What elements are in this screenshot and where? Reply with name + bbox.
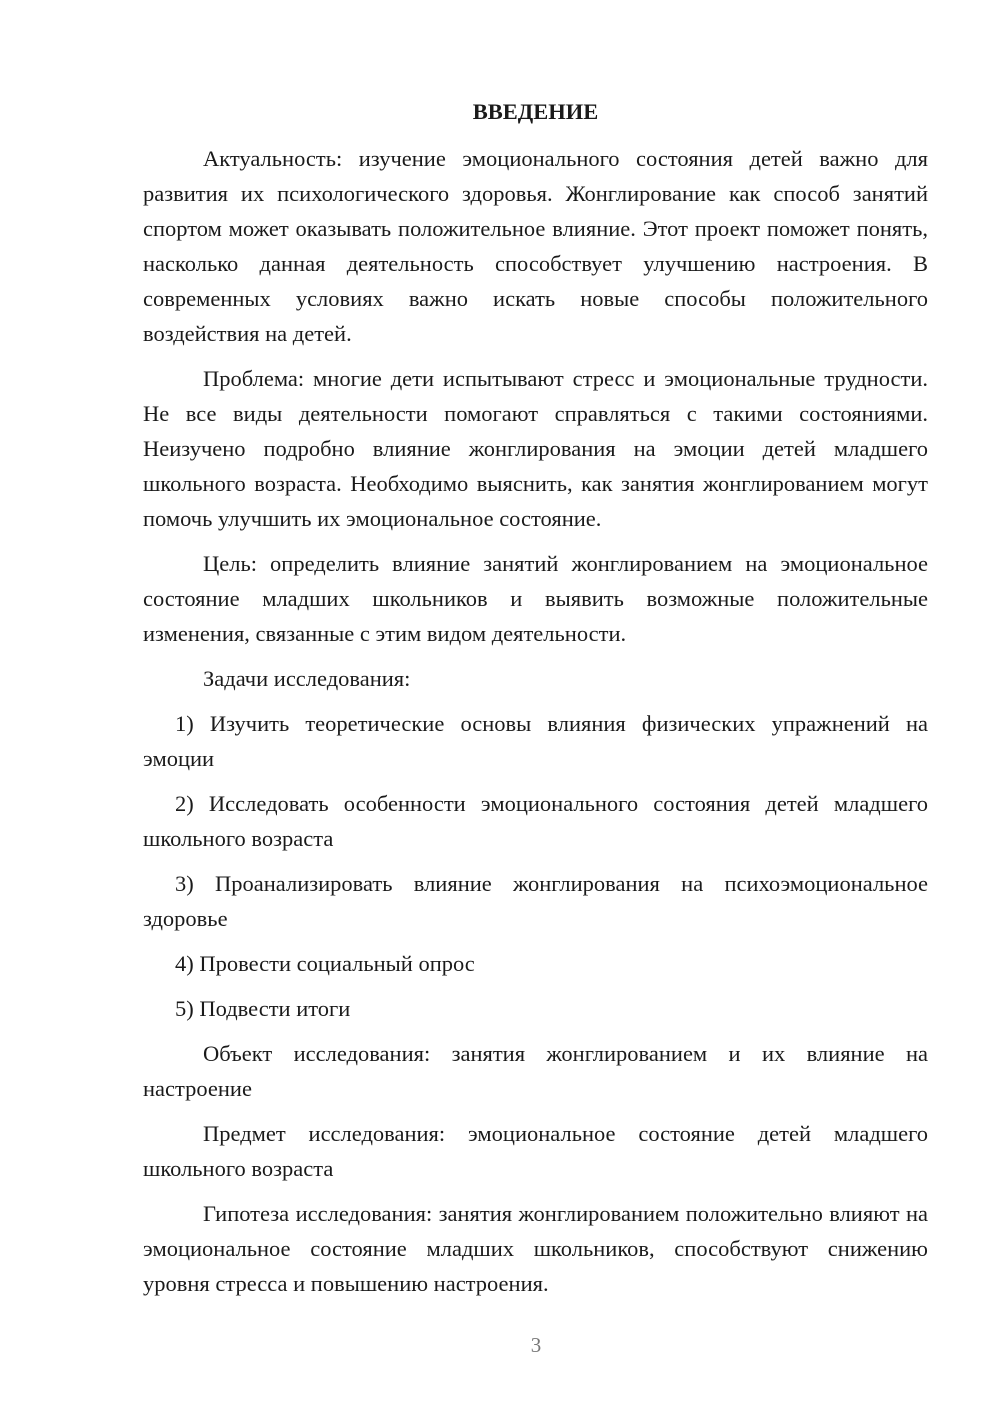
paragraph-tasks-heading: Задачи исследования: bbox=[203, 666, 411, 691]
paragraph-subject: Предмет исследования: эмоциональное состояние детей младшего школьного возраста bbox=[143, 1121, 928, 1181]
task-item-1: 1) Изучить теоретические основы влияния физических упражнений на эмоции bbox=[143, 711, 928, 771]
paragraph-object: Объект исследования: занятия жонглированием и их влияние на настроение bbox=[143, 1041, 928, 1101]
paragraph-goal: Цель: определить влияние занятий жонглированием на эмоциональное состояние младших школьников и выявить возможные положительные изменения, связанные с этим видом деятельности. bbox=[143, 551, 928, 646]
document-page bbox=[143, 94, 928, 1311]
task-item-4: 4) Провести социальный опрос bbox=[175, 951, 475, 976]
paragraph-hypothesis: Гипотеза исследования: занятия жонглированием положительно влияют на эмоциональное состояние младших школьников, способствуют снижению уровня стресса и повышению настроения. bbox=[143, 1201, 928, 1296]
paragraph-relevance: Актуальность: изучение эмоционального состояния детей важно для развития их психологического здоровья. Жонглирование как способ занятий спортом может оказывать положительное влияние. Этот проект поможет понять, насколько данная деятельность способствует улучшению настроения. В современных условиях важно искать новые способы положительного воздействия на детей. bbox=[143, 146, 928, 346]
page-number: 3 bbox=[530, 1333, 542, 1357]
page-title: ВВЕДЕНИЕ bbox=[472, 99, 599, 124]
task-item-3: 3) Проанализировать влияние жонглирования на психоэмоциональное здоровье bbox=[143, 871, 928, 931]
paragraph-problem: Проблема: многие дети испытывают стресс и эмоциональные трудности. Не все виды деятельности помогают справляться с такими состояниями. Неизучено подробно влияние жонглирования на эмоции детей младшего школьного возраста. Необходимо выяснить, как занятия жонглированием могут помочь улучшить их эмоциональное состояние. bbox=[143, 366, 928, 531]
task-item-2: 2) Исследовать особенности эмоционального состояния детей младшего школьного возраста bbox=[143, 791, 928, 851]
task-item-5: 5) Подвести итоги bbox=[175, 996, 351, 1021]
